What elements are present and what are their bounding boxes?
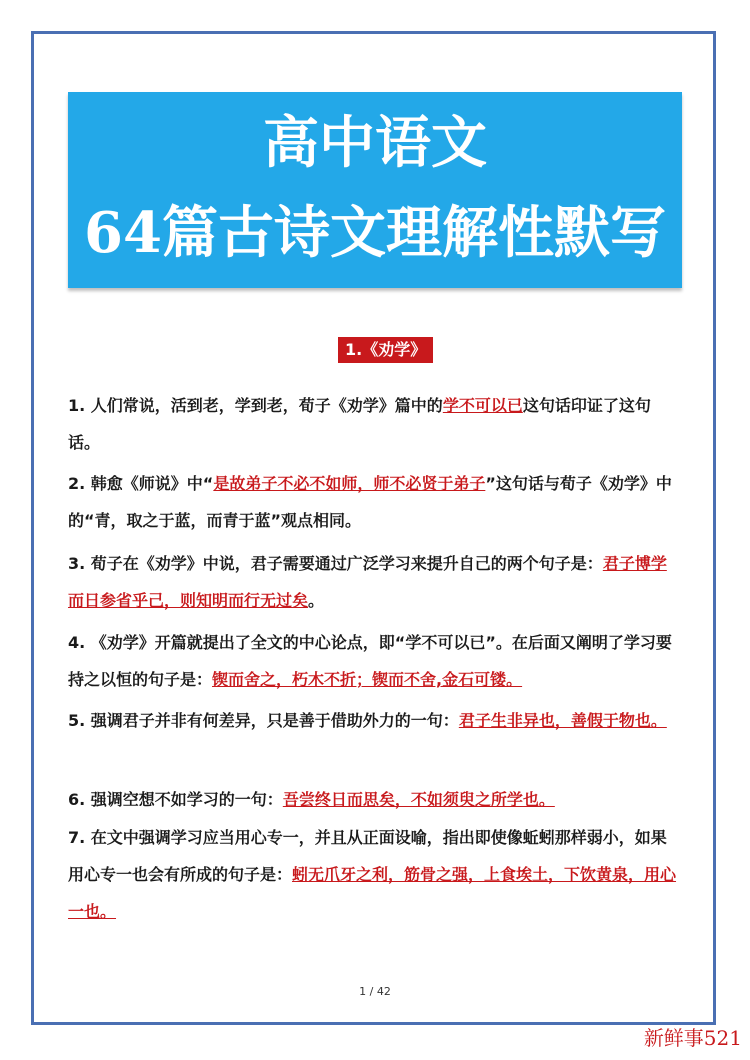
answer-text: 学不可以已 [442, 396, 523, 415]
question-number: 1. [68, 396, 86, 415]
question-number: 2. [68, 474, 86, 493]
question-number: 6. [68, 790, 86, 809]
title-banner [68, 92, 682, 288]
question-text: 荀子在《劝学》中说，君子需要通过广泛学习来提升自己的两个句子是： [90, 554, 603, 573]
section-label: 1.《劝学》 [338, 337, 433, 363]
answer-text: 吾尝终日而思矣，不如须臾之所学也。 [282, 790, 555, 809]
question-text-tail: 。 [308, 591, 325, 610]
question-text-tail: ”这句话与荀子《劝学》中的“青，取之于蓝，而青于蓝”观点相同。 [68, 474, 672, 530]
answer-text: 蚓无爪牙之利，筋骨之强，上食埃土，下饮黄泉，用心一也。 [68, 865, 677, 921]
question-text: 《劝学》开篇就提出了全文的中心论点，即“学不可以已”。在后面又阐明了学习要持之以恒的句子是： [68, 633, 672, 689]
question-number: 7. [68, 828, 86, 847]
question-text: 在文中强调学习应当用心专一，并且从正面设喻，指出即使像蚯蚓那样弱小，如果用心专一也会有所成的句子是： [68, 828, 667, 884]
watermark: 新鲜事521 [643, 1026, 742, 1050]
question-3 [68, 545, 682, 619]
answer-text: 锲而舍之，朽木不折；锲而不舍,金石可镂。 [212, 670, 523, 689]
question-4 [68, 624, 682, 698]
question-5 [68, 702, 682, 739]
question-6 [68, 781, 682, 818]
question-number: 5. [68, 711, 86, 730]
title-line-2: 64篇古诗文理解性默写 [84, 200, 666, 266]
answer-text: 是故弟子不必不如师，师不必贤于弟子 [213, 474, 486, 493]
question-text: 人们常说，活到老，学到老，荀子《劝学》篇中的 [90, 396, 443, 415]
question-text: 强调君子并非有何差异，只是善于借助外力的一句： [90, 711, 459, 730]
question-text: 强调空想不如学习的一句： [90, 790, 283, 809]
question-text-tail: 这句话印证了这句话。 [68, 396, 651, 452]
question-number: 4. [68, 633, 86, 652]
question-1 [68, 387, 682, 461]
question-2 [68, 465, 682, 539]
answer-text: 君子博学而日参省乎己，则知明而行无过矣 [68, 554, 667, 610]
question-7 [68, 819, 682, 930]
answer-text: 君子生非异也，善假于物也。 [458, 711, 667, 730]
page-number: 1 / 42 [359, 985, 391, 998]
title-line-1: 高中语文 [263, 110, 487, 176]
question-text: 韩愈《师说》中“ [90, 474, 214, 493]
question-number: 3. [68, 554, 86, 573]
